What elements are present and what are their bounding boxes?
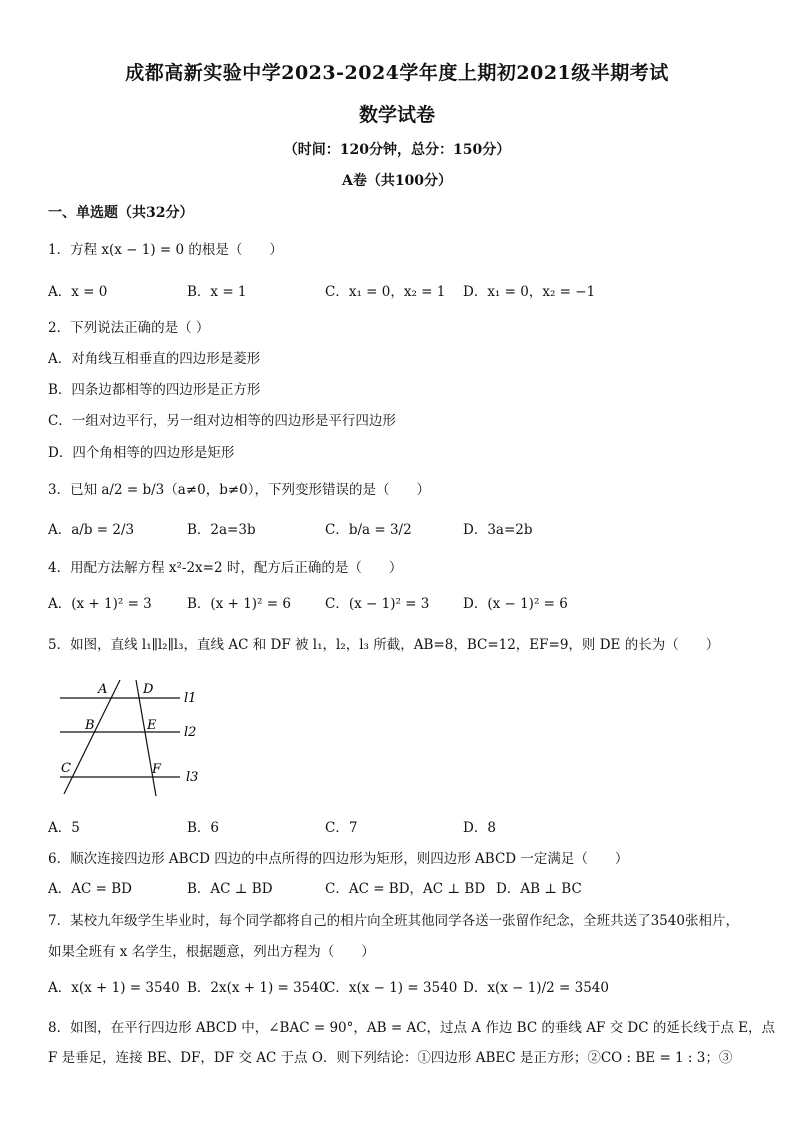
q5-option-b: B．6 xyxy=(187,820,220,836)
q3-option-d: D．3a=2b xyxy=(463,522,533,538)
exam-title: 成都高新实验中学2023-2024学年度上期初2021级半期考试 xyxy=(125,62,669,84)
point-f-label: F xyxy=(152,762,162,777)
question-3-stem: 3．已知 a/2 = b/3（a≠0，b≠0），下列变形错误的是（ ） xyxy=(48,482,430,498)
q7-option-a: A．x(x + 1) = 3540 xyxy=(48,980,180,996)
q4-option-b: B．(x + 1)² = 6 xyxy=(187,596,291,612)
section-heading: 一、单选题（共32分） xyxy=(48,205,194,221)
q2-option-c: C．一组对边平行，另一组对边相等的四边形是平行四边形 xyxy=(48,413,396,429)
q5-option-c: C．7 xyxy=(325,820,358,836)
question-6-stem: 6．顺次连接四边形 ABCD 四边的中点所得的四边形为矩形，则四边形 ABCD 一定满足（ ） xyxy=(48,851,629,867)
exam-meta: （时间：120分钟，总分：150分） xyxy=(283,142,511,158)
q4-option-a: A．(x + 1)² = 3 xyxy=(48,596,152,612)
point-a-label: A xyxy=(98,682,108,697)
line-l3-label: l3 xyxy=(186,770,199,785)
line-l1-label: l1 xyxy=(184,691,197,706)
q1-option-c: C．x₁ = 0，x₂ = 1 xyxy=(325,284,446,300)
q6-option-d: D．AB ⊥ BC xyxy=(496,881,582,897)
parallel-lines-figure xyxy=(52,676,212,800)
q4-option-d: D．(x − 1)² = 6 xyxy=(463,596,568,612)
q6-option-a: A．AC = BD xyxy=(48,881,132,897)
question-4-stem: 4．用配方法解方程 x²-2x=2 时，配方后正确的是（ ） xyxy=(48,560,403,576)
question-7-stem: 7．某校九年级学生毕业时，每个同学都将自己的相片向全班其他同学各送一张留作纪念，全班共送了3540张相片， xyxy=(48,913,739,929)
q3-option-a: A．a/b = 2/3 xyxy=(48,522,135,538)
question-8-stem: 8．如图，在平行四边形 ABCD 中，∠BAC = 90°，AB = AC，过点 A 作边 BC 的垂线 AF 交 DC 的延长线于点 E，点 xyxy=(48,1020,776,1036)
q2-option-b: B．四条边都相等的四边形是正方形 xyxy=(48,382,261,398)
q7-option-c: C．x(x − 1) = 3540 xyxy=(325,980,458,996)
q4-option-c: C．(x − 1)² = 3 xyxy=(325,596,430,612)
q5-option-d: D．8 xyxy=(463,820,496,836)
q7-option-d: D．x(x − 1)/2 = 3540 xyxy=(463,980,609,996)
q6-option-c: C．AC = BD，AC ⊥ BD xyxy=(325,881,486,897)
volume-heading: A卷（共100分） xyxy=(341,173,453,189)
question-7-stem-cont: 如果全班有 x 名学生，根据题意，列出方程为（ ） xyxy=(48,944,375,960)
exam-subtitle: 数学试卷 xyxy=(358,104,435,126)
q1-option-b: B．x = 1 xyxy=(187,284,247,300)
point-e-label: E xyxy=(147,718,157,733)
point-d-label: D xyxy=(143,682,154,697)
q3-option-c: C．b/a = 3/2 xyxy=(325,522,412,538)
question-1-stem: 1．方程 x(x − 1) = 0 的根是（ ） xyxy=(48,242,283,258)
q7-option-b: B．2x(x + 1) = 3540 xyxy=(187,980,328,996)
q1-option-d: D．x₁ = 0，x₂ = −1 xyxy=(463,284,596,300)
q2-option-a: A．对角线互相垂直的四边形是菱形 xyxy=(48,351,261,367)
question-2-stem: 2．下列说法正确的是（ ） xyxy=(48,320,210,336)
q6-option-b: B．AC ⊥ BD xyxy=(187,881,273,897)
q2-option-d: D．四个角相等的四边形是矩形 xyxy=(48,445,235,461)
q5-option-a: A．5 xyxy=(48,820,80,836)
question-5-stem: 5．如图，直线 l₁∥l₂∥l₃，直线 AC 和 DF 被 l₁，l₂，l₃ 所截，AB=8，BC=12，EF=9，则 DE 的长为（ ） xyxy=(48,637,720,653)
point-c-label: C xyxy=(61,761,71,776)
line-l2-label: l2 xyxy=(184,725,197,740)
question-8-stem-cont: F 是垂足，连接 BE、DF，DF 交 AC 于点 O．则下列结论：①四边形 ABEC 是正方形；②CO : BE = 1 : 3；③ xyxy=(48,1050,733,1066)
point-b-label: B xyxy=(85,718,95,733)
q3-option-b: B．2a=3b xyxy=(187,522,256,538)
q1-option-a: A．x = 0 xyxy=(48,284,108,300)
